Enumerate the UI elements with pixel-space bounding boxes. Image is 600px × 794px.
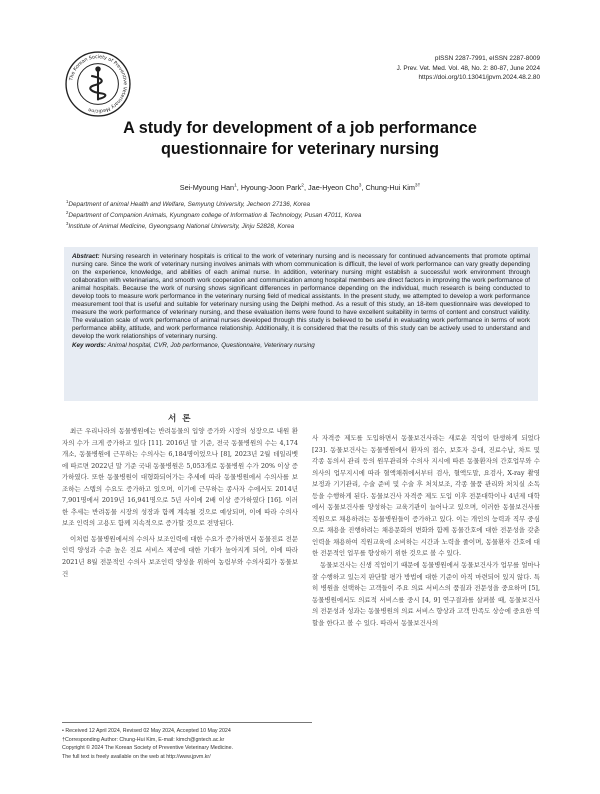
author-separator: , (303, 183, 308, 192)
copyright-notice: Copyright © 2024 The Korean Society of Preventive Veterinary Medicine. (62, 745, 234, 752)
author-separator: , (361, 183, 366, 192)
keywords-text: Animal hospital, CVR, Job performance, Questionnaire, Veterinary nursing (107, 342, 315, 350)
affiliation-list (66, 198, 536, 231)
left-column (62, 412, 298, 580)
article-footnote (62, 722, 312, 761)
society-seal-logo (64, 50, 132, 118)
received-dates: • Received 12 April 2024, Revised 02 May 2024, Accepted 10 May 2024 (62, 728, 231, 734)
journal-header (397, 54, 540, 83)
author-separator: , (236, 183, 241, 192)
abstract-text: Nursing research in veterinary hospitals is critical to the work of veterinary nursing and is necessary for continued advancements that promote optimal nursing care. Since the work of veterinary nursing involves animals with whom communication is difficult, the level of work performance can vary greatly depending on the experience, knowledge, and abilities of each animal nurse. In addition, veterinary nursing might establish a successful work environment through collaboration with veterinarians, and smooth work cooperation and communication among hospital members are direct factors in improving the work performance of animal hospitals. Because the work of nursing shows significant differences in performance depending on the individual, much research is being conducted to develop tools to measure work performance in the veterinary nursing field of medical assistants. In the present study, we attempted to develop a work performance measurement tool that is useful and suitable for veterinary nursing using the Delphi method. As a result of this study, an 18-item questionnaire was developed to measure the work performance of veterinary nursing, and these evaluation items were found to have excellent suitability in terms of content and construct validity. The evaluation scale of work performance of animal nurses developed through this study is believed to be useful in evaluating work performance in terms of work performance ability, attitude, and work performance relationship. Additionally, it is considered that the results of this study can be actively used to understand and develop the work relationships of veterinary nursing. (72, 253, 531, 341)
right-column (312, 433, 540, 629)
title-line-1: A study for development of a job performance (123, 119, 477, 137)
author-name: Sei-Myoung Han (179, 183, 235, 192)
abstract-paragraph (72, 253, 530, 342)
author-list (60, 183, 540, 192)
affiliation-text: Department of Companion Animals, Kyungnam college of Information & Technology, Pusan 47011, Korea (68, 211, 362, 219)
corresponding-author: †Corresponding Author: Chung-Hui Kim, E-mail: kimch@gntech.ac.kr (62, 736, 225, 743)
author-name: Jae-Hyeon Cho (308, 183, 359, 192)
affiliation-mark: 2 (66, 209, 69, 215)
keywords-label: Key words: (72, 342, 106, 350)
section-heading-introduction: 서 론 (167, 414, 193, 424)
author-affil-mark: 2 (301, 183, 304, 189)
body-paragraph: 사 자격증 제도를 도입하면서 동물보건사라는 새로운 직업이 탄생하게 되었다 [23]. 동물보건사는 동물병원에서 환자의 접수, 보호자 응대, 진료수납, 차트 및 각종 동의서 관리 등의 원무관리와 수의사 지시에 따른 동물환자의 간호업무와 수의사의 업무지시에 따라 혈액채취에서부터 검사, 혈액도말, 요검사, X-ray 촬영 보정과 기기관리, 수술 준비 및 수술 후 처치보조, 각종 물품 관리와 처치실 소독 등을 수행하게 된다. 동물보건사 자격증 제도 도입 이후 전문대학이나 4년제 대학에서 동물보건사를 양성하는 교육기관이 늘어나고 있으며, 이러한 동물보건사를 직원으로 채용하려는 동물병원들이 증가하고 있다. 이는 개인의 능력과 직무 중심으로 채용을 진행하려는 채용문화의 변화와 함께 동물간호에 대한 전문성을 갖춘 인력을 채용하여 직원교육에 소비하는 시간과 노력을 줄이며, 동물환자 간호에 대한 전문적인 업무를 향상하기 위한 것으로 볼 수 있다. (312, 434, 540, 558)
body-paragraph: 동물보건사는 신생 직업이기 때문에 동물병원에서 동물보건사가 업무를 얼마나 잘 수행하고 있는지 판단할 평가 방법에 대한 기준이 아직 마련되어 있지 않다. 특히 병원을 선택하는 고객들이 주요 의료 서비스의 품질과 전문성을 중요하며 [5], 동물병원에서도 의료적 서비스를 중시 [4, 9] 연구결과를 살펴볼 때, 동물보건사의 전문성과 성과는 동물병원의 의료 서비스 향상과 고객 만족도 상승에 중요한 역할을 한다고 볼 수 있다. 따라서 동물보건사의 (312, 561, 540, 627)
affiliation-text: Department of animal Health and Welfare, Semyung University, Jecheon 27136, Korea (68, 201, 311, 209)
title-line-2: questionnaire for veterinary nursing (161, 140, 439, 158)
affiliation-text: Institute of Animal Medicine, Gyeongsang National University, Jinju 52828, Korea (68, 222, 295, 230)
body-paragraph: 이처럼 동물병원에서의 수의사 보조인력에 대한 수요가 증가하면서 동물진료 전문 인력 양성과 수준 높은 진료 서비스 제공에 대한 기대가 높아지게 되어, 이에 따라 2021년 8월 전문적인 수의사 보조인력 양성을 위하여 농림부와 수의사회가 동물보건 (62, 534, 298, 578)
abstract-label: Abstract: (72, 253, 100, 260)
affiliation-item (66, 198, 536, 209)
affiliation-item (66, 220, 536, 231)
abstract-box (64, 247, 538, 401)
issn-line: pISSN 2287-7991, eISSN 2287-8009 (434, 55, 540, 62)
svg-text:The Korean Society of Preventi: The Korean Society of Preventive Veterinary Medicine (69, 55, 127, 113)
author-name: Chung-Hui Kim (365, 183, 415, 192)
doi-link[interactable]: https://doi.org/10.13041/jpvm.2024.48.2.80 (418, 74, 540, 82)
affiliation-item (66, 209, 536, 220)
affiliation-mark: 1 (66, 199, 69, 204)
open-access-note: The full text is freely available on the web at http://www.jpvm.kr/ (62, 753, 211, 760)
author-affil-mark: 1 (234, 183, 237, 189)
keywords-line (72, 342, 530, 350)
author-affil-mark: 3 (358, 183, 362, 189)
paper-title (60, 118, 540, 160)
body-paragraph: 최근 우리나라의 동물병원에는 반려동물의 입양 증가와 시장의 성장으로 내원 환자의 수가 크게 증가하고 있다 [11]. 2016년 말 기준, 전국 동물병원의 수는 4,174개소, 동물병원에 근무하는 수의사는 6,184명이었으나 [8], 2023년 2월 데일리벳에 따르면 2022년 말 기준 국내 동물병원은 5,053개로 동물병원 수가 20% 이상 증가하였다. 또한 동물병원이 대형화되어가는 추세에 따라 동물병원에서 수의사를 보조하는 스텝의 수요도 증가하고 있으며, 이기에 근무하는 종사자 수에서도 2014년 7,901명에서 2019년 16,941명으로 5년 사이에 2배 이상 증가하였다 [16]. 이러한 추세는 반려동물 시장의 성장과 함께 계속될 것으로 예상되며, 이에 따라 수의사 보조 인력의 고용도 함께 지속적으로 증가할 것으로 전망된다. (62, 427, 298, 528)
journal-citation: J. Prev. Vet. Med. Vol. 48, No. 2: 80-87, June 2024 (396, 64, 540, 72)
author-name: Hyoung-Joon Park (240, 183, 302, 192)
author-affil-mark: 3† (414, 183, 421, 189)
affiliation-mark: 3 (66, 220, 69, 226)
